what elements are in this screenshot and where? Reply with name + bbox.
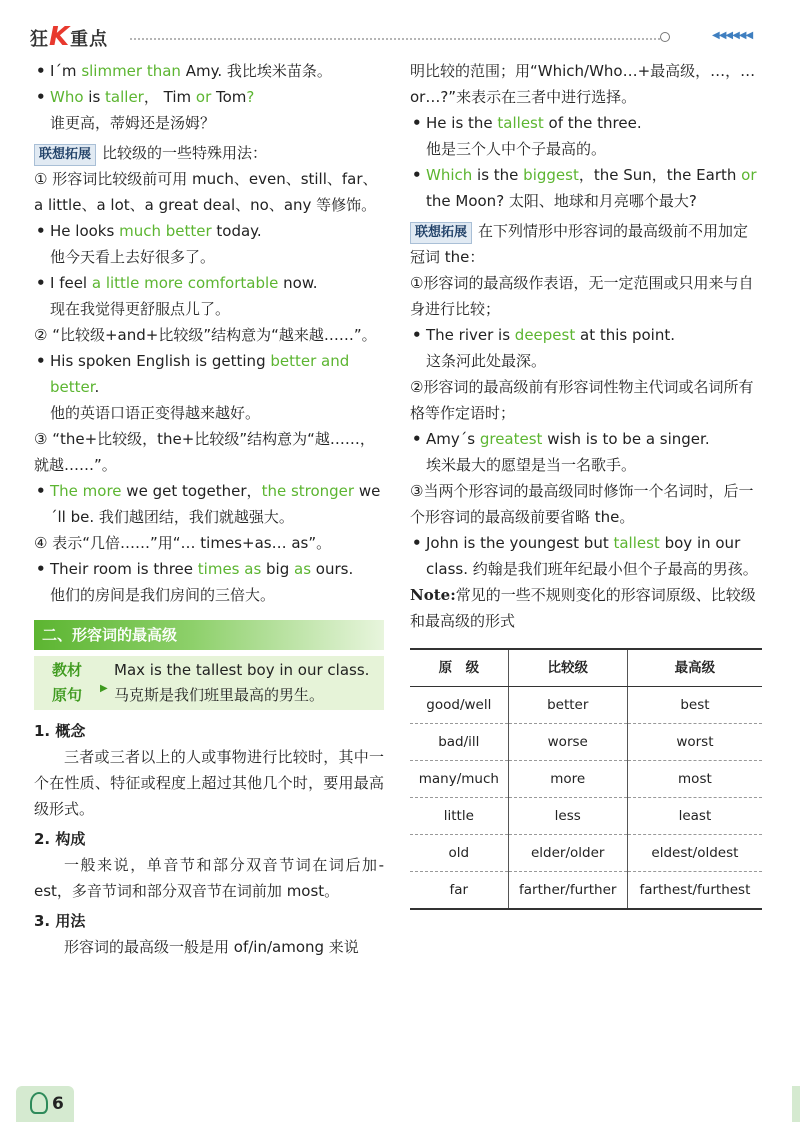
subheading: 1. 概念 bbox=[34, 722, 86, 740]
left-column bbox=[34, 58, 384, 960]
table-cell: elder/older bbox=[508, 835, 627, 872]
paragraph: 明比较的范围；用“Which/Who…+最高级，…，…or…?”来表示在三者中进行选择。 bbox=[410, 62, 756, 106]
triangle-right-icon: ▶ bbox=[100, 683, 108, 694]
column-header: 最高级 bbox=[627, 649, 762, 687]
example-sentence: • His spoken English is getting better and better. bbox=[34, 348, 384, 400]
example-sentence: • Who is taller， Tim or Tom? bbox=[34, 84, 384, 110]
table-cell: farther/further bbox=[508, 872, 627, 910]
table-cell: old bbox=[410, 835, 508, 872]
rule-text: ② “比较级+and+比较级”结构意为“越来越……”。 bbox=[34, 326, 377, 344]
table-row bbox=[410, 687, 762, 724]
table-row bbox=[410, 761, 762, 798]
textbook-source-box bbox=[34, 656, 384, 710]
example-translation: 他的英语口语正变得越来越好。 bbox=[50, 404, 261, 422]
table-cell: least bbox=[627, 798, 762, 835]
rule-text: ① 形容词比较级前可用 much、even、still、far、a little、a lot、a great deal、no、any 等修饰。 bbox=[34, 170, 378, 214]
table-header-row bbox=[410, 649, 762, 687]
table-cell: worst bbox=[627, 724, 762, 761]
right-column bbox=[410, 58, 762, 910]
rule-text: ③ “the+比较级，the+比较级”结构意为“越……，就越……”。 bbox=[34, 430, 375, 474]
table-cell: bad/ill bbox=[410, 724, 508, 761]
table-row bbox=[410, 872, 762, 910]
example-translation: 这条河此处最深。 bbox=[426, 352, 547, 370]
table-cell: eldest/oldest bbox=[627, 835, 762, 872]
paragraph: 一般来说，单音节和部分双音节词在词后加-est，多音节词和部分双音节在词前加 most。 bbox=[34, 856, 384, 900]
example-translation: 他是三个人中个子最高的。 bbox=[426, 140, 607, 158]
ring-icon bbox=[660, 32, 670, 42]
section-title: 二、形容词的最高级 bbox=[34, 620, 384, 650]
irregular-adjectives-table bbox=[410, 648, 762, 910]
table-cell: little bbox=[410, 798, 508, 835]
page-number: 6 bbox=[52, 1094, 64, 1114]
table-cell: many/much bbox=[410, 761, 508, 798]
subheading: 3. 用法 bbox=[34, 912, 86, 930]
extension-heading: 联想拓展 比较级的一些特殊用法： bbox=[34, 140, 384, 166]
example-translation: 他们的房间是我们房间的三倍大。 bbox=[50, 586, 276, 604]
table-cell: far bbox=[410, 872, 508, 910]
table-row bbox=[410, 835, 762, 872]
example-translation: 埃米最大的愿望是当一名歌手。 bbox=[426, 456, 637, 474]
note-text: Note:常见的一些不规则变化的形容词原级、比较级和最高级的形式 bbox=[410, 586, 756, 630]
rule-text: ①形容词的最高级作表语，无一定范围或只用来与自身进行比较； bbox=[410, 274, 754, 318]
extension-heading: 联想拓展 在下列情形中形容词的最高级前不用加定冠词 the： bbox=[410, 222, 749, 266]
table-cell: best bbox=[627, 687, 762, 724]
example-translation: 他今天看上去好很多了。 bbox=[50, 248, 216, 266]
extension-tag: 联想拓展 bbox=[34, 144, 96, 166]
subheading: 2. 构成 bbox=[34, 830, 86, 848]
rule-text: ②形容词的最高级前有形容词性物主代词或名词所有格等作定语时； bbox=[410, 378, 754, 422]
source-sentence: Max is the tallest boy in our class. 马克斯是我们班里最高的男生。 bbox=[114, 661, 370, 704]
table-cell: worse bbox=[508, 724, 627, 761]
paragraph: 形容词的最高级一般是用 of/in/among 来说 bbox=[64, 938, 359, 956]
table-row bbox=[410, 724, 762, 761]
table-cell: more bbox=[508, 761, 627, 798]
rule-text: ④ 表示“几倍……”用“… times+as… as”。 bbox=[34, 534, 332, 552]
table-cell: better bbox=[508, 687, 627, 724]
example-sentence: • Their room is three times as big as ours. bbox=[34, 556, 384, 582]
extension-tag: 联想拓展 bbox=[410, 222, 472, 244]
table-cell: farthest/furthest bbox=[627, 872, 762, 910]
example-sentence: • John is the youngest but tallest boy in our class. 约翰是我们班年纪最小但个子最高的男孩。 bbox=[410, 530, 762, 582]
table-cell: good/well bbox=[410, 687, 508, 724]
example-sentence: • I feel a little more comfortable now. bbox=[34, 270, 384, 296]
table-row bbox=[410, 798, 762, 835]
example-sentence: • The river is deepest at this point. bbox=[410, 322, 762, 348]
arrows-icon: ◀◀◀◀◀◀ bbox=[712, 30, 753, 41]
paragraph: 三者或三者以上的人或事物进行比较时，其中一个在性质、特征或程度上超过其他几个时，要用最高级形式。 bbox=[34, 748, 384, 818]
source-label: 教材 原句 bbox=[52, 661, 83, 704]
example-sentence: • He looks much better today. bbox=[34, 218, 384, 244]
column-header: 原 级 bbox=[410, 649, 508, 687]
lightbulb-icon bbox=[30, 1092, 48, 1114]
brand-logo: 狂K重点 bbox=[30, 22, 109, 52]
rule-text: ③当两个形容词的最高级同时修饰一个名词时，后一个形容词的最高级前要省略 the。 bbox=[410, 482, 754, 526]
table-cell: less bbox=[508, 798, 627, 835]
column-header: 比较级 bbox=[508, 649, 627, 687]
table-cell: most bbox=[627, 761, 762, 798]
example-sentence: • I´m slimmer than Amy. 我比埃米苗条。 bbox=[34, 58, 384, 84]
example-translation: 谁更高，蒂姆还是汤姆？ bbox=[50, 114, 216, 132]
example-sentence: • He is the tallest of the three. bbox=[410, 110, 762, 136]
example-sentence: • Which is the biggest，the Sun，the Earth or the Moon? 太阳、地球和月亮哪个最大? bbox=[410, 162, 762, 214]
example-sentence: • The more we get together，the stronger we´ll be. 我们越团结，我们就越强大。 bbox=[34, 478, 384, 530]
page-header bbox=[0, 0, 800, 52]
header-divider bbox=[130, 38, 660, 40]
footer-edge-bar bbox=[792, 1086, 800, 1122]
example-translation: 现在我觉得更舒服点儿了。 bbox=[50, 300, 231, 318]
example-sentence: • Amy´s greatest wish is to be a singer. bbox=[410, 426, 762, 452]
